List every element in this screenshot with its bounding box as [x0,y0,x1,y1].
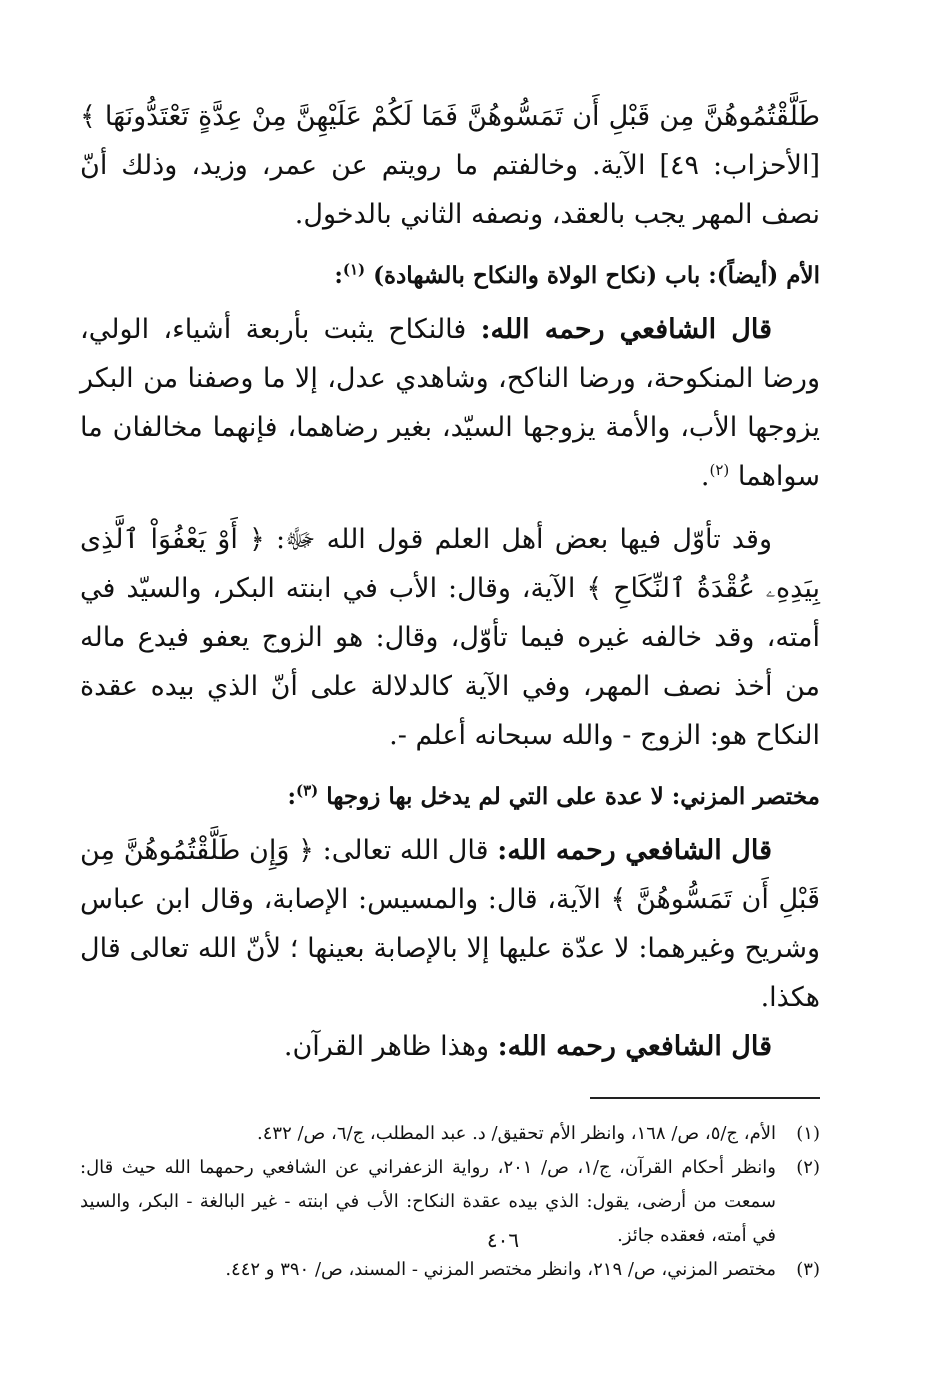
paragraph-5-lead: قال الشافعي رحمه الله: [497,1031,772,1062]
paragraph-2-end: . [700,461,710,492]
paragraph-2-text: فالنكاح يثبت بأربعة أشياء، الولي، ورضا المنكوحة، ورضا الناكح، وشاهدي عدل، إلا ما وصفنا من البكر يزوجها الأب، والأمة يزوجها السيّد، بغير رضاهما، فإنهما مخالفان ما سواهما [80,314,820,492]
paragraph-3: وقد تأوّل فيها بعض أهل العلم قول الله ﷻ: ﴿ أَوْ يَعْفُوَاْ ٱلَّذِى بِيَدِهِۦ عُقْدَةُ ٱلنِّكَاحِ ﴾ الآية، وقال: الأب في ابنته البكر، والسيّد في أمته، وقد خالفه غيره فيما تأوّل، وقال: هو الزوج يعفو فيدع ماله من أخذ نصف المهر، وفي الآية كالدلالة على أنّ الذي بيده عقدة النكاح هو: الزوج - والله سبحانه أعلم -. [80,524,820,751]
paragraph-4-lead: قال الشافعي رحمه الله: [497,835,772,866]
footnote-3 [80,1253,820,1287]
paragraph-5-text: وهذا ظاهر القرآن. [283,1031,498,1062]
footnote-number: (١) [796,1123,820,1144]
footnote-text: وانظر أحكام القرآن، ج/١، ص/ ٢٠١، رواية الزعفراني عن الشافعي رحمهما الله حيث قال: سمعت من أرضى، يقول: الذي بيده عقدة النكاح: الأب في ابنته - غير البالغة - البكر، والسيد في أمته، فعقده جائز. [80,1157,776,1246]
footnote-number: (٢) [796,1157,820,1178]
footnote-ref-3[interactable]: (٣) [295,781,319,800]
heading-1-colon: : [334,262,343,289]
footnote-text: الأم، ج/٥، ص/ ١٦٨، وانظر الأم تحقيق/ د. عبد المطلب، ج/٦، ص/ ٤٣٢. [257,1123,776,1144]
footnote-text: مختصر المزني، ص/ ٢١٩، وانظر مختصر المزني - المسند، ص/ ٣٩٠ و ٤٤٢. [225,1259,776,1280]
paragraph-2 [80,305,820,501]
paragraph-5 [80,1022,820,1071]
page-body [80,92,820,1287]
section-heading-2-text: مختصر المزني: لا عدة على التي لم يدخل بها زوجها [326,783,820,810]
footnote-number: (٣) [796,1259,820,1280]
section-heading-2 [80,774,820,820]
paragraph-2-lead: قال الشافعي رحمه الله: [480,314,772,345]
heading-2-colon: : [287,783,296,810]
paragraph-1: طَلَّقْتُمُوهُنَّ مِن قَبْلِ أَن تَمَسُّوهُنَّ فَمَا لَكُمْ عَلَيْهِنَّ مِنْ عِدَّةٍ تَعْتَدُّونَهَا ﴾ [الأحزاب: ٤٩] الآية. وخالفتم ما رويتم عن عمر، وزيد، وذلك أنّ نصف المهر يجب بالعقد، ونصفه الثاني بالدخول. [80,101,820,230]
paragraph-4 [80,826,820,1022]
paragraph-4-text: قال الله تعالى: ﴿ وَإِن طَلَّقْتُمُوهُنَّ مِن قَبْلِ أَن تَمَسُّوهُنَّ ﴾ الآية، قال: والمسيس: الإصابة، وقال ابن عباس وشريح وغيرهما: لا عدّة عليها إلا بالإصابة بعينها ؛ لأنّ الله تعالى قال هكذا. [80,835,820,1013]
footnotes [80,1117,820,1287]
footnote-divider [590,1097,820,1099]
footnote-1 [80,1117,820,1151]
footnote-ref-1[interactable]: (١) [342,260,366,279]
section-heading-1 [80,253,820,299]
section-heading-1-text: الأم (أيضاً): باب (نكاح الولاة والنكاح بالشهادة) [373,262,820,289]
footnote-ref-2[interactable]: (٢) [709,461,730,479]
page-number: ٤٠٦ [486,1228,520,1252]
